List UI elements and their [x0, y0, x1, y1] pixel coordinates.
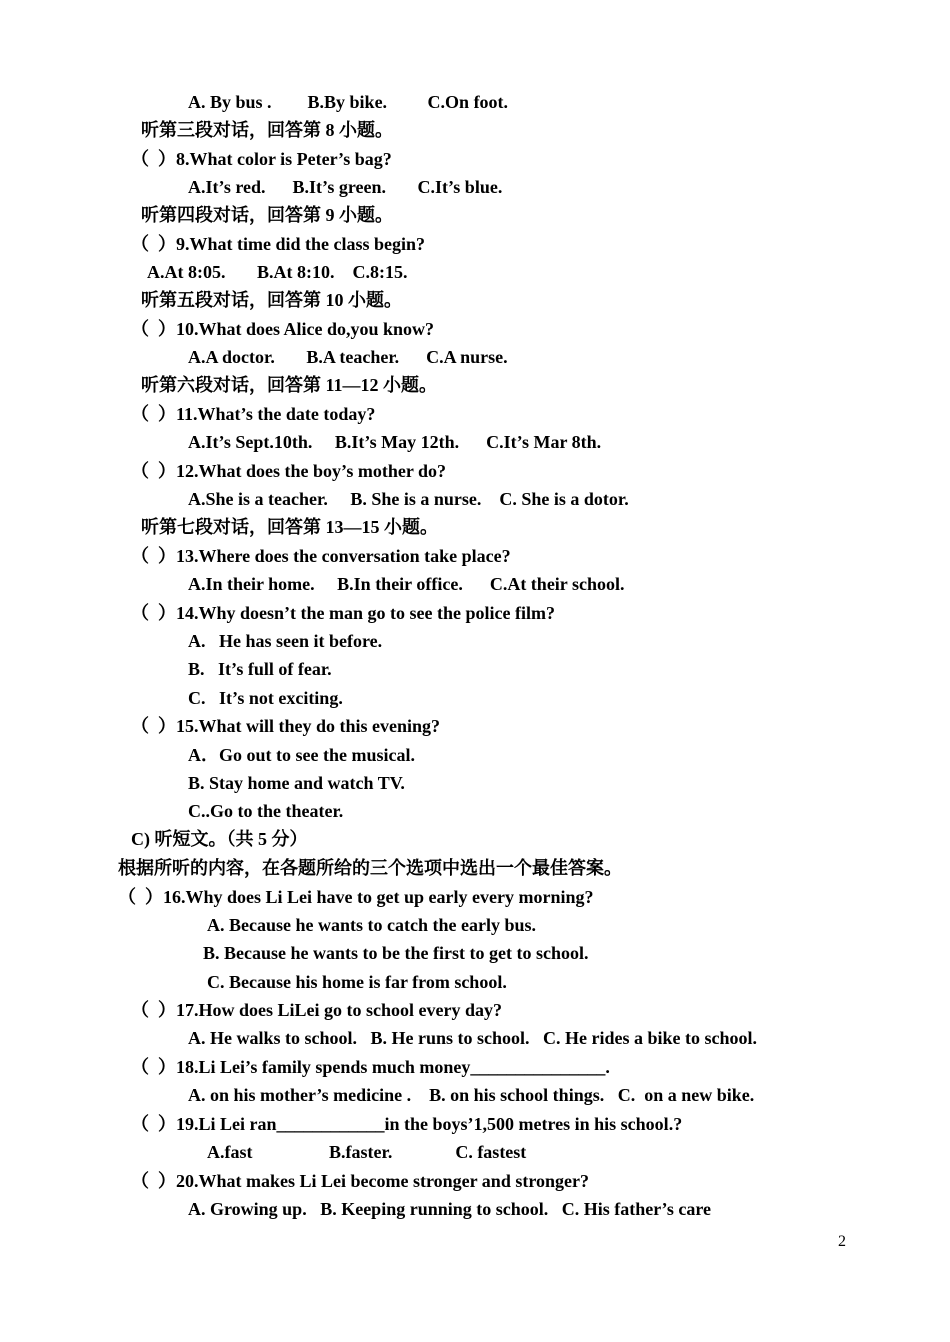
question-line: （ ）20.What makes Li Lei become stronger and stronger? [131, 1171, 589, 1191]
option-line: A.It’s red. B.It’s green. C.It’s blue. [188, 177, 503, 197]
option-line: A. Growing up. B. Keeping running to school. C. His father’s care [188, 1199, 712, 1219]
question-line: （ ）9.What time did the class begin? [131, 234, 426, 254]
option-line: A.At 8:05. B.At 8:10. C.8:15. [147, 262, 408, 282]
section-instruction: 听第六段对话，回答第 11—12 小题。 [141, 375, 438, 395]
question-line: （ ）17.How does LiLei go to school every day? [131, 1000, 502, 1020]
option-line: A.She is a teacher. B. She is a nurse. C. She is a dotor. [188, 489, 629, 509]
question-line: （ ）8.What color is Peter’s bag? [131, 149, 392, 169]
option-line: A.fast B.faster. C. fastest [207, 1142, 527, 1162]
option-line: B. It’s full of fear. [188, 659, 332, 679]
option-line: A. By bus . B.By bike. C.On foot. [188, 92, 509, 112]
section-instruction: 听第五段对话，回答第 10 小题。 [141, 290, 402, 310]
page-number: 2 [838, 1233, 846, 1250]
section-instruction: 听第七段对话，回答第 13—15 小题。 [141, 517, 438, 537]
option-line: B. Because he wants to be the first to get to school. [203, 943, 589, 963]
question-line: （ ）12.What does the boy’s mother do? [131, 461, 447, 481]
option-line: A. He has seen it before. [188, 631, 383, 651]
option-line: A．Go out to see the musical. [188, 745, 415, 765]
option-line: B. Stay home and watch TV. [188, 773, 405, 793]
question-line: （ ）13.Where does the conversation take place? [131, 546, 511, 566]
option-line: A.A doctor. B.A teacher. C.A nurse. [188, 347, 508, 367]
question-line: （ ）15.What will they do this evening? [131, 716, 441, 736]
section-instruction: 听第四段对话，回答第 9 小题。 [141, 205, 393, 225]
question-line: （ ）10.What does Alice do,you know? [131, 319, 435, 339]
question-line: （ ）11.What’s the date today? [131, 404, 376, 424]
option-line: A. He walks to school. B. He runs to school. C. He rides a bike to school. [188, 1028, 758, 1048]
section-instruction: 听第三段对话，回答第 8 小题。 [141, 120, 393, 140]
option-line: A.It’s Sept.10th. B.It’s May 12th. C.It’s Mar 8th. [188, 432, 602, 452]
option-line: A. on his mother’s medicine . B. on his school things. C. on a new bike. [188, 1085, 755, 1105]
option-line: C. It’s not exciting. [188, 688, 343, 708]
question-line: （ ）16.Why does Li Lei have to get up early every morning? [118, 887, 594, 907]
option-line: A. Because he wants to catch the early bus. [207, 915, 536, 935]
section-instruction: 根据所听的内容，在各题所给的三个选项中选出一个最佳答案。 [118, 858, 622, 878]
question-line: （ ）19.Li Lei ran____________in the boys’1,500 metres in his school.? [131, 1114, 683, 1134]
question-line: （ ）14.Why doesn’t the man go to see the police film? [131, 603, 555, 623]
option-line: A.In their home. B.In their office. C.At their school. [188, 574, 625, 594]
option-line: C..Go to the theater. [188, 801, 344, 821]
question-line: （ ）18.Li Lei’s family spends much money_______________. [131, 1057, 610, 1077]
option-line: C. Because his home is far from school. [207, 972, 507, 992]
section-heading: C) 听短文。（共 5 分） [131, 829, 308, 849]
